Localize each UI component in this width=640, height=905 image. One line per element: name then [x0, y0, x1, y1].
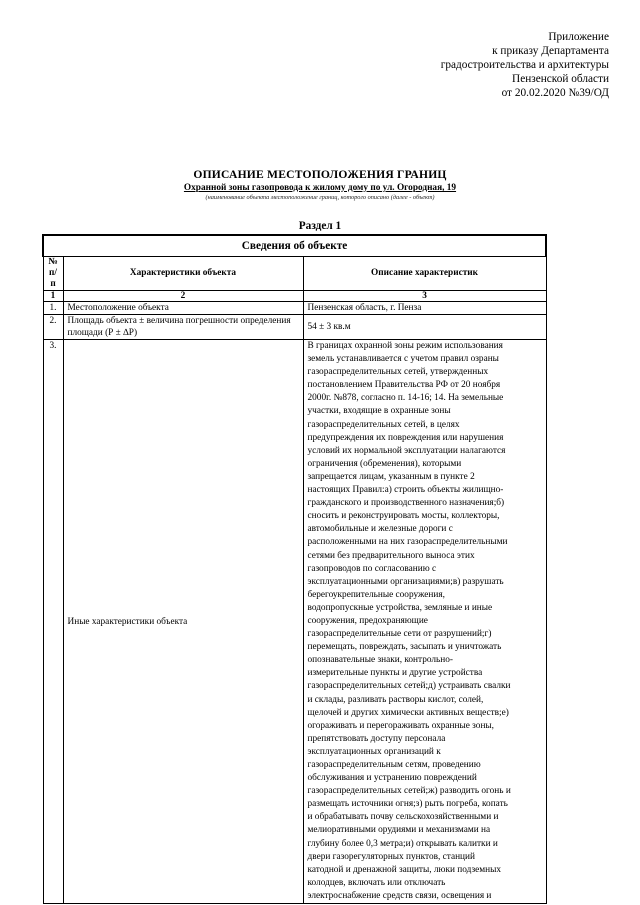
row-num: 2.	[43, 315, 63, 340]
description-line: газораспределительных сетей;ж) разводить огонь и	[307, 786, 511, 797]
object-info-table	[42, 234, 547, 904]
description-line: эксплуатационных организаций к	[307, 746, 441, 757]
section-label: Раздел 1	[298, 220, 342, 232]
column-number: 2	[63, 291, 303, 302]
document-heading	[0, 168, 640, 201]
description-line: электроснабжение средств связи, освещения и	[307, 890, 492, 901]
row-characteristic: Площадь объекта ± величина погрешности определения площади (Р ± ∆Р)	[63, 315, 303, 340]
row-num: 3.	[43, 340, 63, 904]
description-line: эксплуатационными организациями;в) разрушать	[307, 576, 504, 587]
description-line: условий их нормальной эксплуатации налагаются	[307, 445, 506, 456]
header-num: № п/п	[43, 257, 63, 291]
table-header-row	[43, 257, 546, 291]
description-line: предупреждения их повреждения или нарушения	[307, 432, 504, 443]
description-line: мелиоративными орудиями и механизмами на	[307, 825, 491, 836]
description-line: водопропускные устройства, земляные и иные	[307, 602, 493, 613]
description-line: сооружения, предохраняющие	[307, 615, 428, 626]
row-description	[303, 340, 546, 904]
header-characteristic: Характеристики объекта	[63, 257, 303, 291]
table-row	[43, 302, 546, 315]
description-line: газопроводов по согласованию с	[307, 563, 437, 574]
column-number: 1	[43, 291, 63, 302]
document-title: ОПИСАНИЕ МЕСТОПОЛОЖЕНИЯ ГРАНИЦ	[193, 168, 447, 181]
description-line: и склады, разливать растворы кислот, солей,	[307, 694, 484, 705]
appendix-line: градостроительства и архитектуры	[440, 59, 609, 71]
description-line: газораспределительных сетей, утвержденных	[307, 367, 489, 378]
appendix-line: от 20.02.2020 №39/ОД	[501, 87, 609, 99]
table-title: Сведения об объекте	[43, 235, 546, 257]
description-line: колодцев, включать или отключать	[307, 877, 446, 888]
description-line: газораспределительные сети от разрушений;г)	[307, 629, 492, 640]
column-number: 3	[303, 291, 546, 302]
description-line: расположенными на них газораспределительными	[307, 537, 508, 548]
row-description	[303, 315, 546, 340]
description-line: Пензенская область, г. Пенза	[307, 303, 422, 313]
description-line: участки, входящие в охранные зоны	[307, 406, 451, 417]
description-line: 54 ± 3 кв.м	[307, 322, 351, 332]
description-line: двери газорегуляторных пунктов, станций	[307, 851, 475, 862]
header-description: Описание характеристик	[303, 257, 546, 291]
description-line: В границах охранной зоны режим использования	[307, 341, 503, 351]
description-line: газораспределительных сетей, в целях	[307, 419, 460, 430]
column-number-row	[43, 291, 546, 302]
description-line: гражданского и производственного назначения;б)	[307, 498, 505, 509]
description-line: огораживать и перегораживать охранные зоны,	[307, 720, 494, 731]
appendix-line: к приказу Департамента	[492, 45, 609, 57]
row-description	[303, 302, 546, 315]
row-characteristic: Иные характеристики объекта	[63, 340, 303, 904]
description-line: катодной и дренажной защиты, люки подземных	[307, 864, 502, 875]
description-line: опознавательные знаки, контрольно-	[307, 655, 453, 666]
description-line: автомобильные и железные дороги с	[307, 524, 453, 535]
description-line: перемещать, повреждать, засыпать и уничтожать	[307, 642, 502, 653]
description-line: берегоукрепительные сооружения,	[307, 589, 445, 600]
description-line: запрещается лицам, указанным в пункте 2	[307, 471, 475, 482]
description-line: настоящих Правил:а) строить объекты жилищно-	[307, 485, 504, 496]
appendix-line: Пензенской области	[512, 73, 609, 85]
description-line: измерительные пункты и другие устройства	[307, 668, 483, 679]
description-line: 2000г. №878, согласно п. 14-16; 14. На земельные	[307, 393, 504, 404]
description-line: сносить и реконструировать мосты, коллекторы,	[307, 511, 500, 522]
description-line: газораспределительных сетей;д) устраивать свалки	[307, 681, 511, 692]
appendix-block	[289, 30, 609, 100]
description-line: препятствовать доступу персонала	[307, 733, 446, 744]
description-line: земель устанавливается с учетом правил озраны	[307, 354, 499, 365]
description-line: постановлением Правительства РФ от 20 ноября	[307, 380, 501, 391]
description-line: глубину более 0,3 метра;и) открывать калитки и	[307, 838, 498, 849]
row-characteristic: Местоположение объекта	[63, 302, 303, 315]
row-num: 1.	[43, 302, 63, 315]
description-line: обслуживания и устранению повреждений	[307, 773, 477, 784]
description-line: и обрабатывать почву сельскохозяйственными и	[307, 812, 499, 823]
description-line: газораспределительным сетям, проведению	[307, 760, 481, 770]
description-line: щелочей и других химически активных веществ;е)	[307, 707, 509, 718]
table-row	[43, 340, 546, 904]
appendix-line: Приложение	[548, 31, 609, 43]
object-name: Охранной зоны газопровода к жилому дому по ул. Огородная, 19	[183, 183, 457, 193]
description-line: сетями без предварительного выноса этих	[307, 550, 475, 561]
object-name-note: (наименование объекта местоположение границ, которого описано (далее - объект)	[205, 194, 435, 201]
description-line: размещать источники огня;з) рыть погреба, копать	[307, 799, 508, 810]
table-row	[43, 315, 546, 340]
table-title-row	[43, 235, 546, 257]
description-line: ограничения (обременения), которыми	[307, 458, 462, 469]
